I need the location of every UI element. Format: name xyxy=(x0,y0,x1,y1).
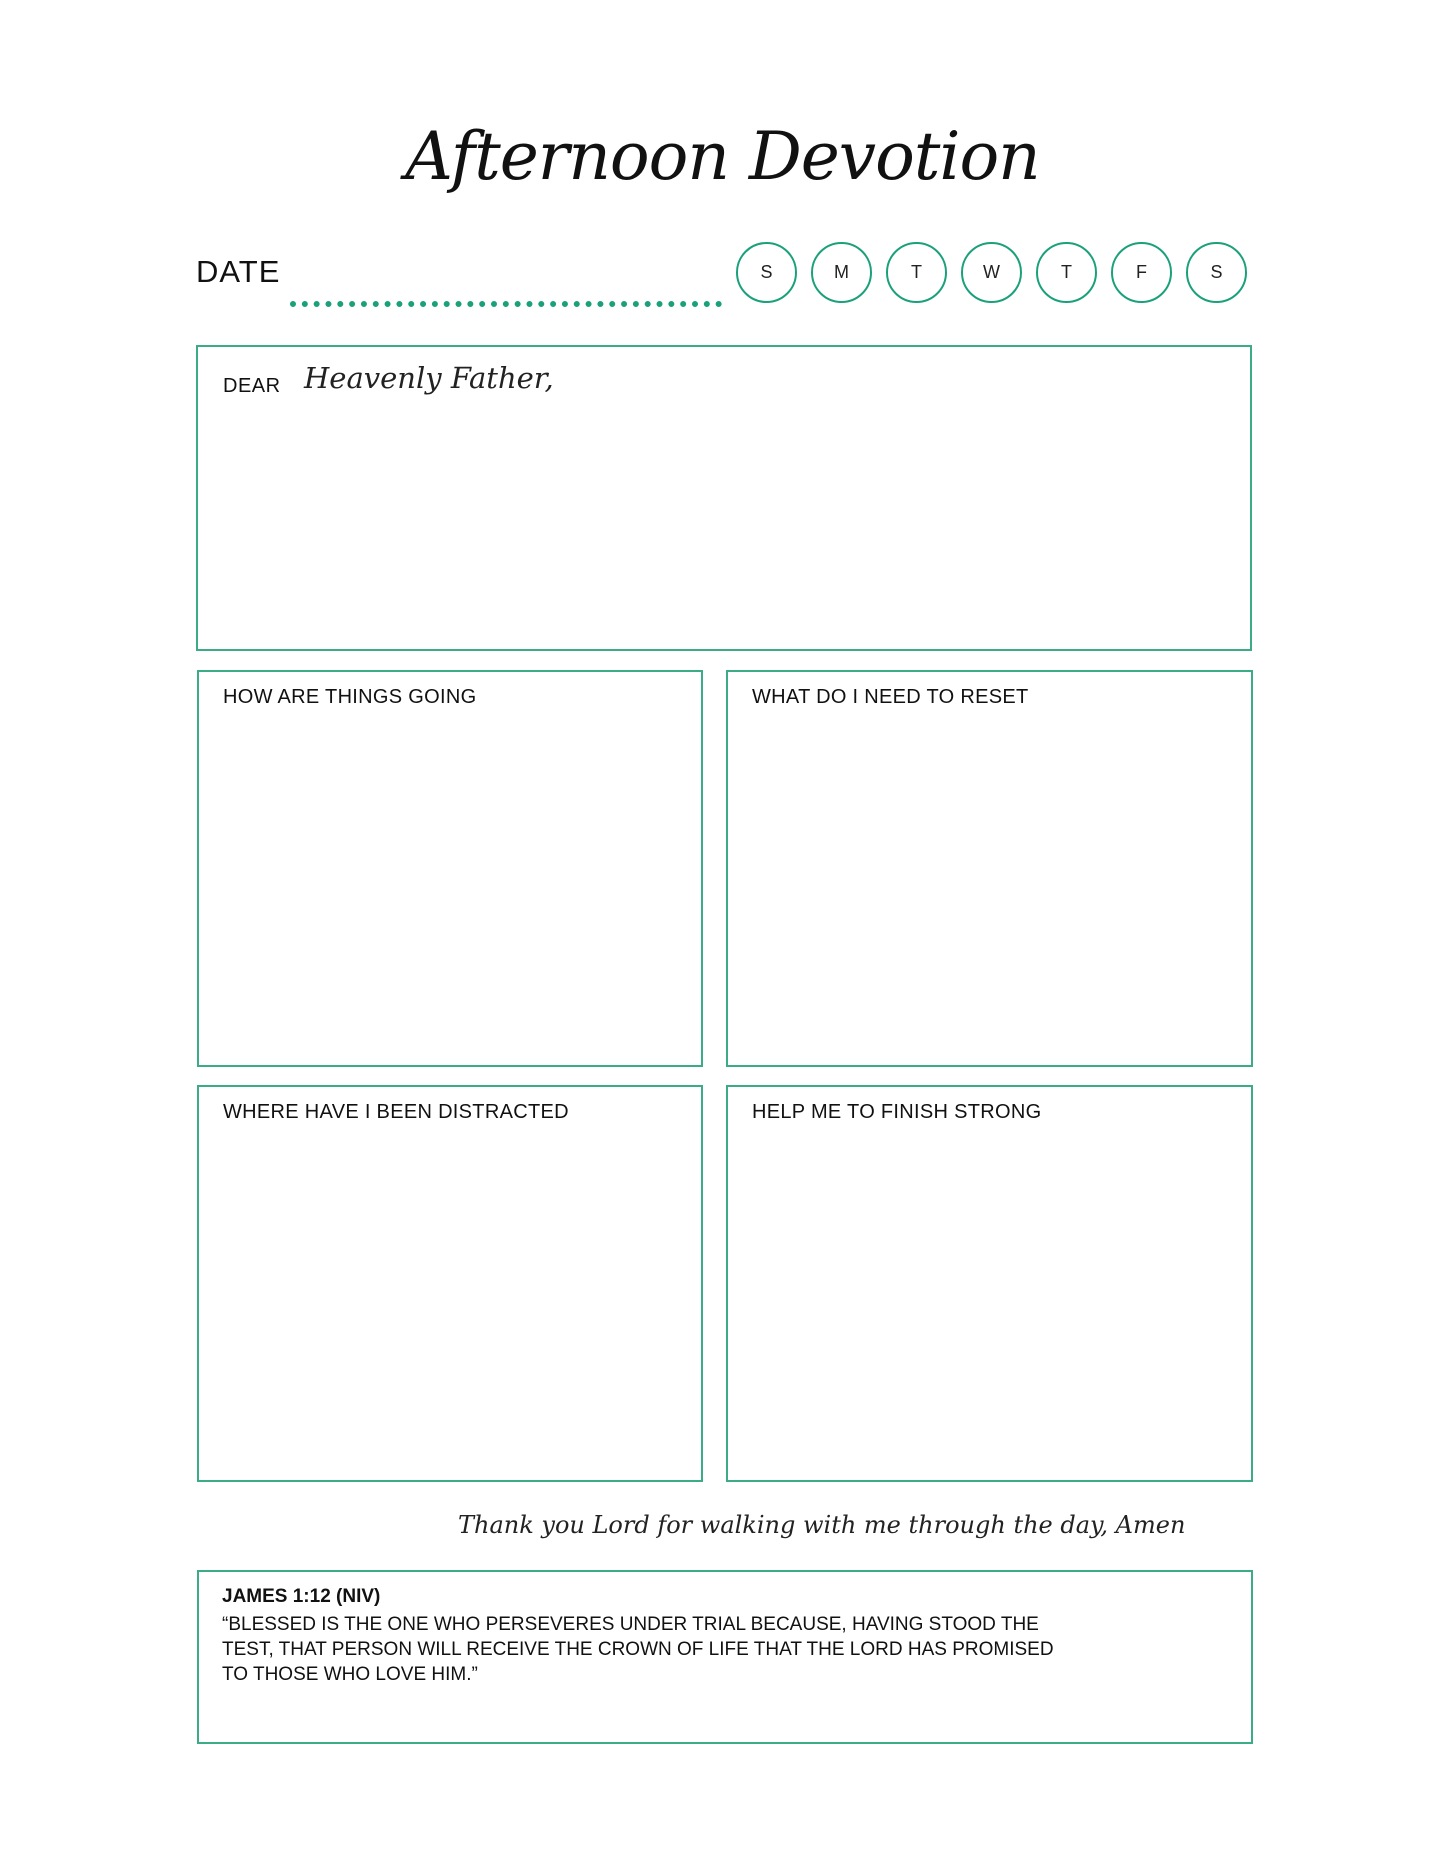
dear-box[interactable] xyxy=(196,345,1252,651)
closing-prayer: Thank you Lord for walking with me through the day, Amen xyxy=(458,1511,1186,1539)
day-selector xyxy=(736,242,1247,303)
dear-label: DEAR xyxy=(223,375,281,397)
page-title: Afternoon Devotion xyxy=(405,118,1040,195)
day-circle-monday[interactable]: M xyxy=(811,242,872,303)
section-label: WHAT DO I NEED TO RESET xyxy=(752,686,1029,708)
what-do-i-need-to-reset-box[interactable] xyxy=(726,670,1253,1067)
day-circle-friday[interactable]: F xyxy=(1111,242,1172,303)
date-input-line[interactable] xyxy=(290,301,722,307)
section-label: HOW ARE THINGS GOING xyxy=(223,686,477,708)
day-circle-wednesday[interactable]: W xyxy=(961,242,1022,303)
verse-text: “BLESSED IS THE ONE WHO PERSEVERES UNDER TRIAL BECAUSE, HAVING STOOD THE TEST, THAT PERSON WILL RECEIVE THE CROWN OF LIFE THAT THE LORD HAS PROMISED TO THOSE WHO LOVE HIM.” xyxy=(222,1614,1054,1685)
day-circle-sunday[interactable]: S xyxy=(736,242,797,303)
day-circle-tuesday[interactable]: T xyxy=(886,242,947,303)
day-circle-saturday[interactable]: S xyxy=(1186,242,1247,303)
section-label: HELP ME TO FINISH STRONG xyxy=(752,1101,1042,1123)
verse-reference: JAMES 1:12 (NIV) xyxy=(222,1586,381,1607)
day-circle-thursday[interactable]: T xyxy=(1036,242,1097,303)
verse-box xyxy=(197,1570,1253,1744)
date-label: DATE xyxy=(196,254,281,289)
where-have-i-been-distracted-box[interactable] xyxy=(197,1085,703,1482)
section-label: WHERE HAVE I BEEN DISTRACTED xyxy=(223,1101,569,1123)
help-me-to-finish-strong-box[interactable] xyxy=(726,1085,1253,1482)
how-are-things-going-box[interactable] xyxy=(197,670,703,1067)
dear-salutation: Heavenly Father, xyxy=(304,361,554,395)
